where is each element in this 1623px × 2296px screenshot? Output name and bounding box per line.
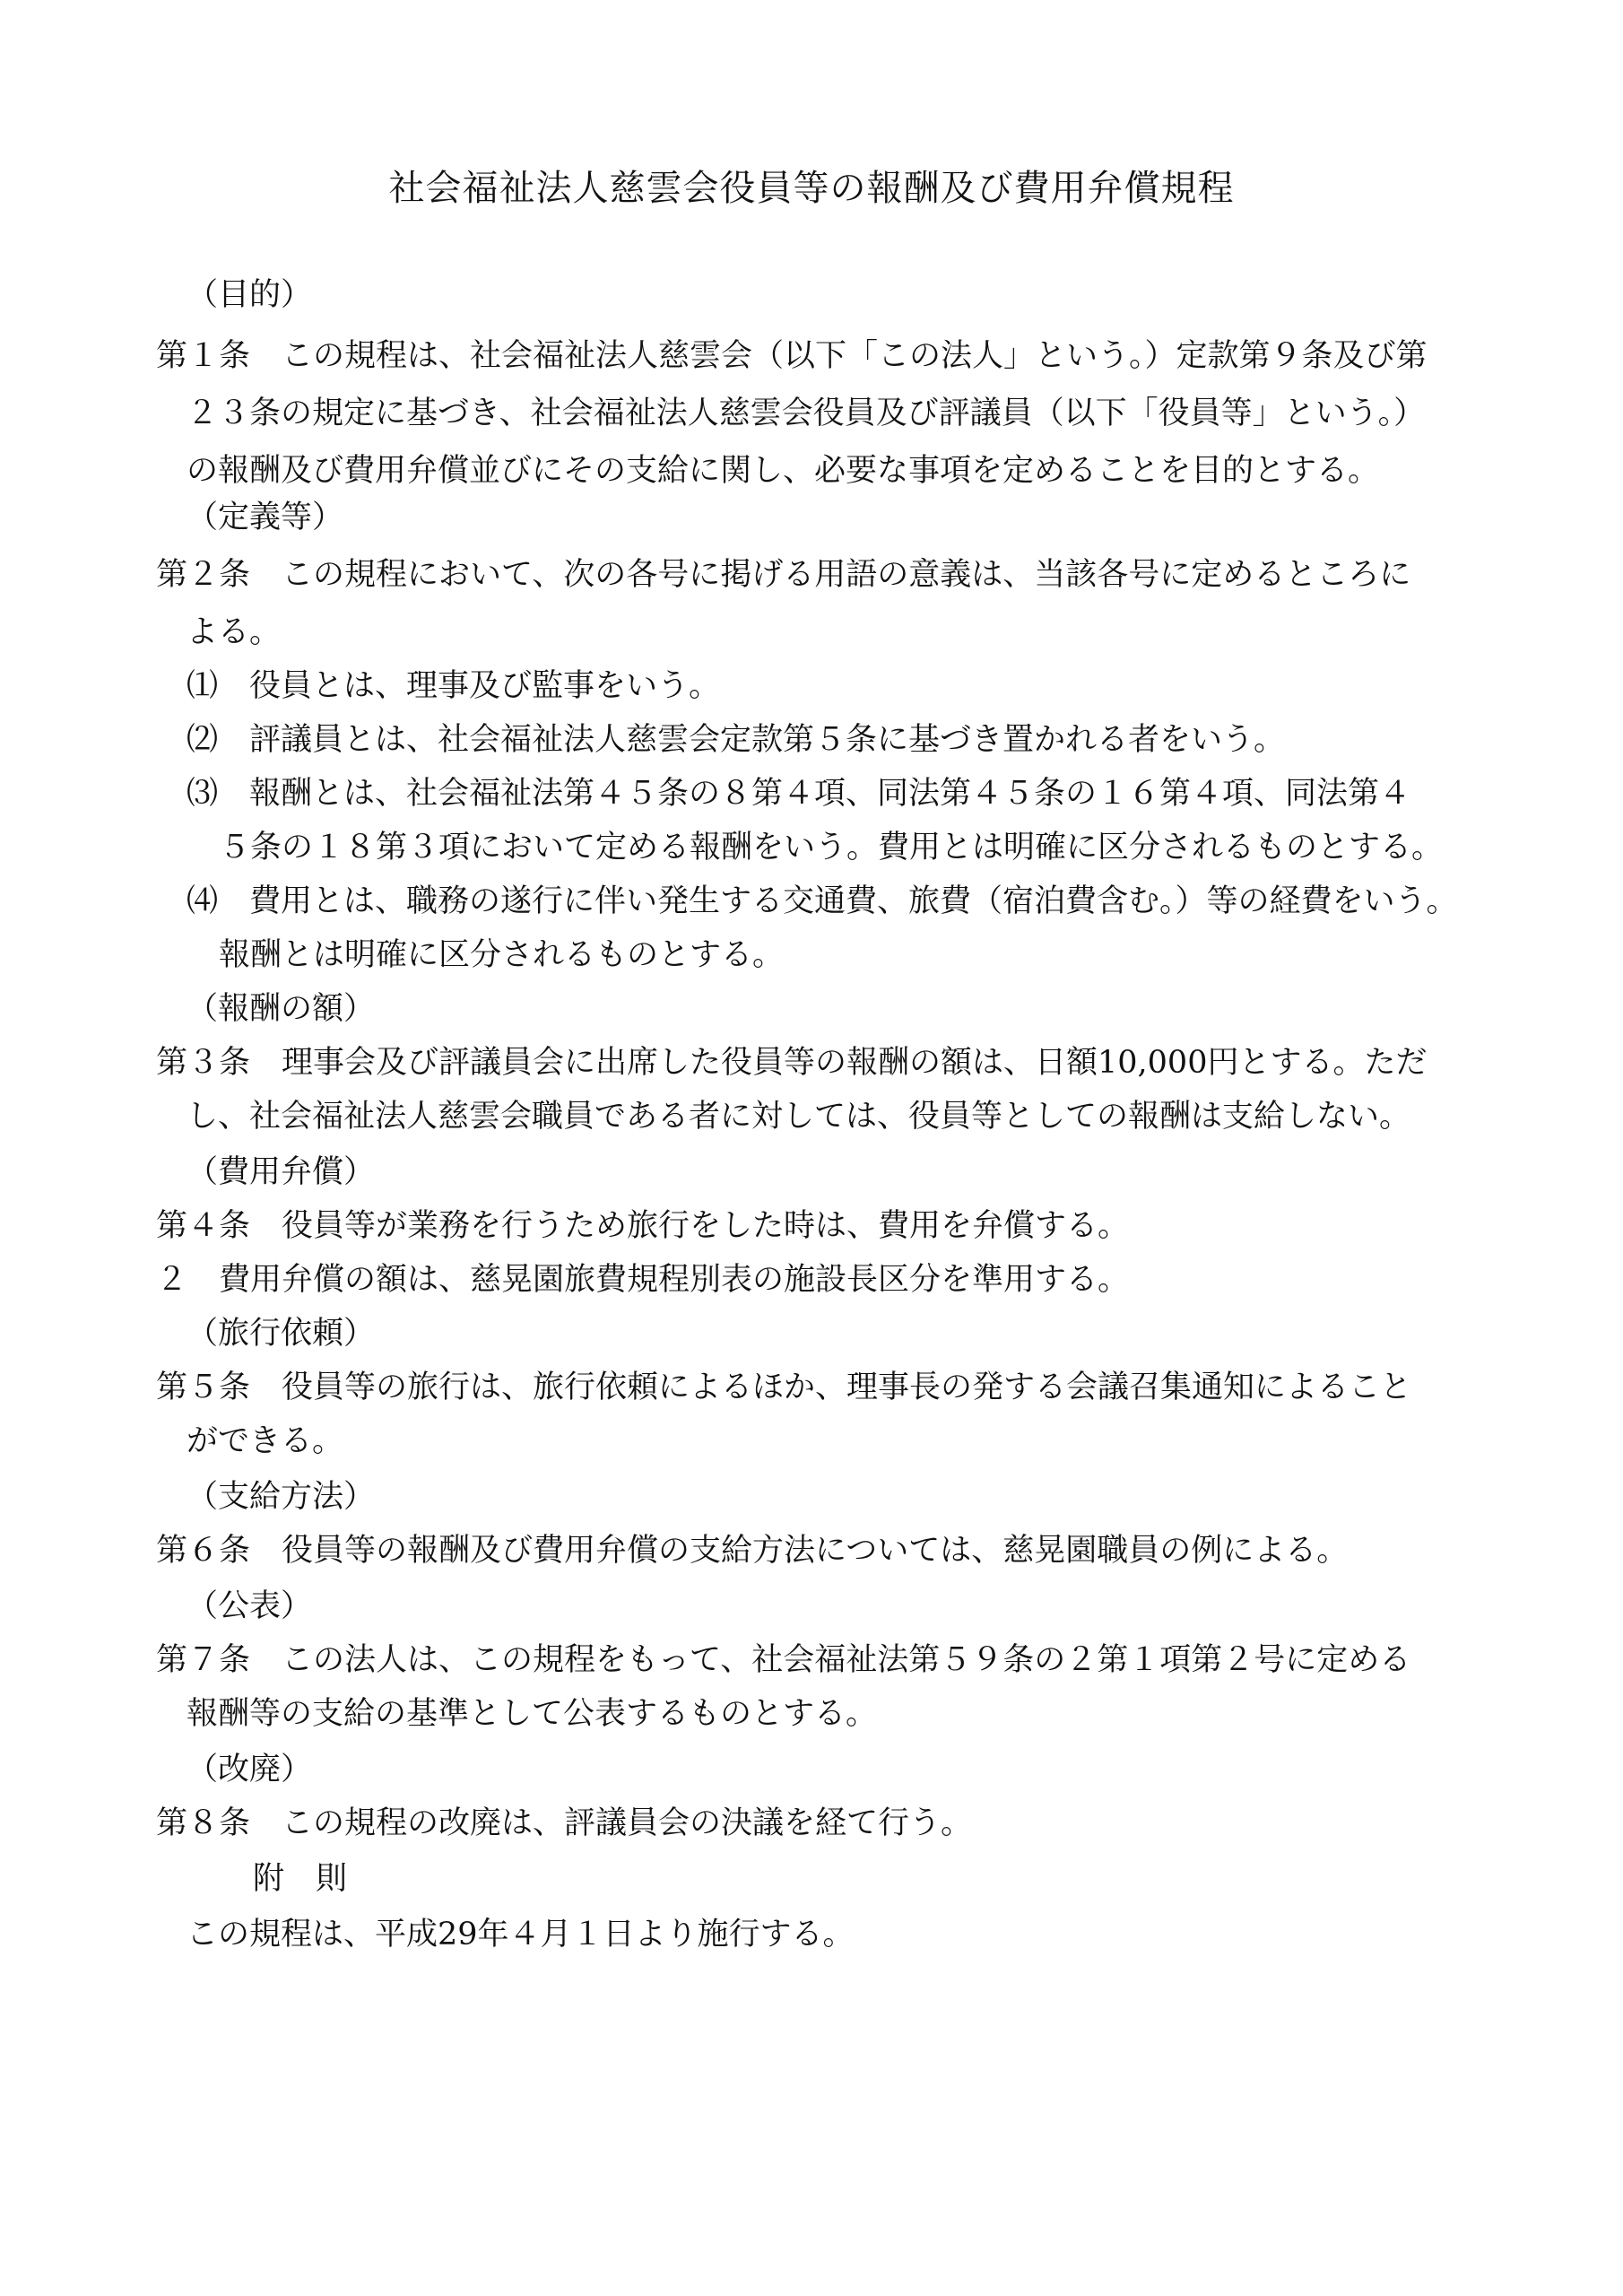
article-3-line-2: し、社会福祉法人慈雲会職員である者に対しては、役員等としての報酬は支給しない。: [187, 1099, 1411, 1135]
article-8-line-1: 第８条 この規程の改廃は、評議員会の決議を経て行う。: [156, 1805, 973, 1841]
article-4-paragraph-2: ２ 費用弁償の額は、慈晃園旅費規程別表の施設長区分を準用する。: [156, 1262, 1130, 1298]
article-6-line-1: 第６条 役員等の報酬及び費用弁償の支給方法については、慈晃園職員の例による。: [156, 1533, 1349, 1569]
article-2-item-2: ⑵ 評議員とは、社会福祉法人慈雲会定款第５条に基づき置かれる者をいう。: [187, 722, 1286, 758]
section-heading-expenses: （費用弁償）: [187, 1154, 376, 1190]
article-2-line-2: よる。: [187, 614, 282, 650]
article-7-line-2: 報酬等の支給の基準として公表するものとする。: [187, 1696, 878, 1732]
article-1-line-1: 第１条 この規程は、社会福祉法人慈雲会（以下「この法人」という。）定款第９条及び第: [156, 338, 1428, 374]
section-heading-travel: （旅行依頼）: [187, 1316, 376, 1352]
supplementary-provisions-text: この規程は、平成29年４月１日より施行する。: [187, 1917, 855, 1952]
article-2-item-1: ⑴ 役員とは、理事及び監事をいう。: [187, 668, 721, 704]
document-title: 社会福祉法人慈雲会役員等の報酬及び費用弁償規程: [388, 168, 1235, 209]
article-2-item-3-line-1: ⑶ 報酬とは、社会福祉法第４５条の８第４項、同法第４５条の１６第４項、同法第４: [187, 776, 1411, 812]
article-3-line-1: 第３条 理事会及び評議員会に出席した役員等の報酬の額は、日額10,000円とする。ただ: [156, 1045, 1428, 1081]
article-4-line-1: 第４条 役員等が業務を行うため旅行をした時は、費用を弁償する。: [156, 1208, 1130, 1244]
article-2-item-3-line-2: ５条の１８第３項において定める報酬をいう。費用とは明確に区分されるものとする。: [219, 830, 1444, 865]
article-5-line-2: ができる。: [187, 1423, 344, 1459]
article-5-line-1: 第５条 役員等の旅行は、旅行依頼によるほか、理事長の発する会議召集通知によること: [156, 1370, 1412, 1405]
article-1-line-2: ２３条の規定に基づき、社会福祉法人慈雲会役員及び評議員（以下「役員等」という。）: [187, 396, 1426, 431]
section-heading-payment: （支給方法）: [187, 1479, 376, 1515]
supplementary-provisions-heading: 附 則: [253, 1861, 348, 1897]
section-heading-purpose: （目的）: [187, 277, 313, 313]
article-2-item-4-line-2: 報酬とは明確に区分されるものとする。: [219, 937, 785, 973]
section-heading-amendment: （改廃）: [187, 1752, 313, 1787]
section-heading-remuneration: （報酬の額）: [187, 991, 376, 1027]
section-heading-publication: （公表）: [187, 1588, 313, 1624]
article-7-line-1: 第７条 この法人は、この規程をもって、社会福祉法第５９条の２第１項第２号に定める: [156, 1642, 1411, 1678]
section-heading-definitions: （定義等）: [187, 500, 344, 535]
article-2-line-1: 第２条 この規程において、次の各号に掲げる用語の意義は、当該各号に定めるところに: [156, 557, 1411, 593]
article-2-item-4-line-1: ⑷ 費用とは、職務の遂行に伴い発生する交通費、旅費（宿泊費含む。）等の経費をいう。: [187, 883, 1458, 919]
article-1-line-3: の報酬及び費用弁償並びにその支給に関し、必要な事項を定めることを目的とする。: [187, 453, 1380, 489]
